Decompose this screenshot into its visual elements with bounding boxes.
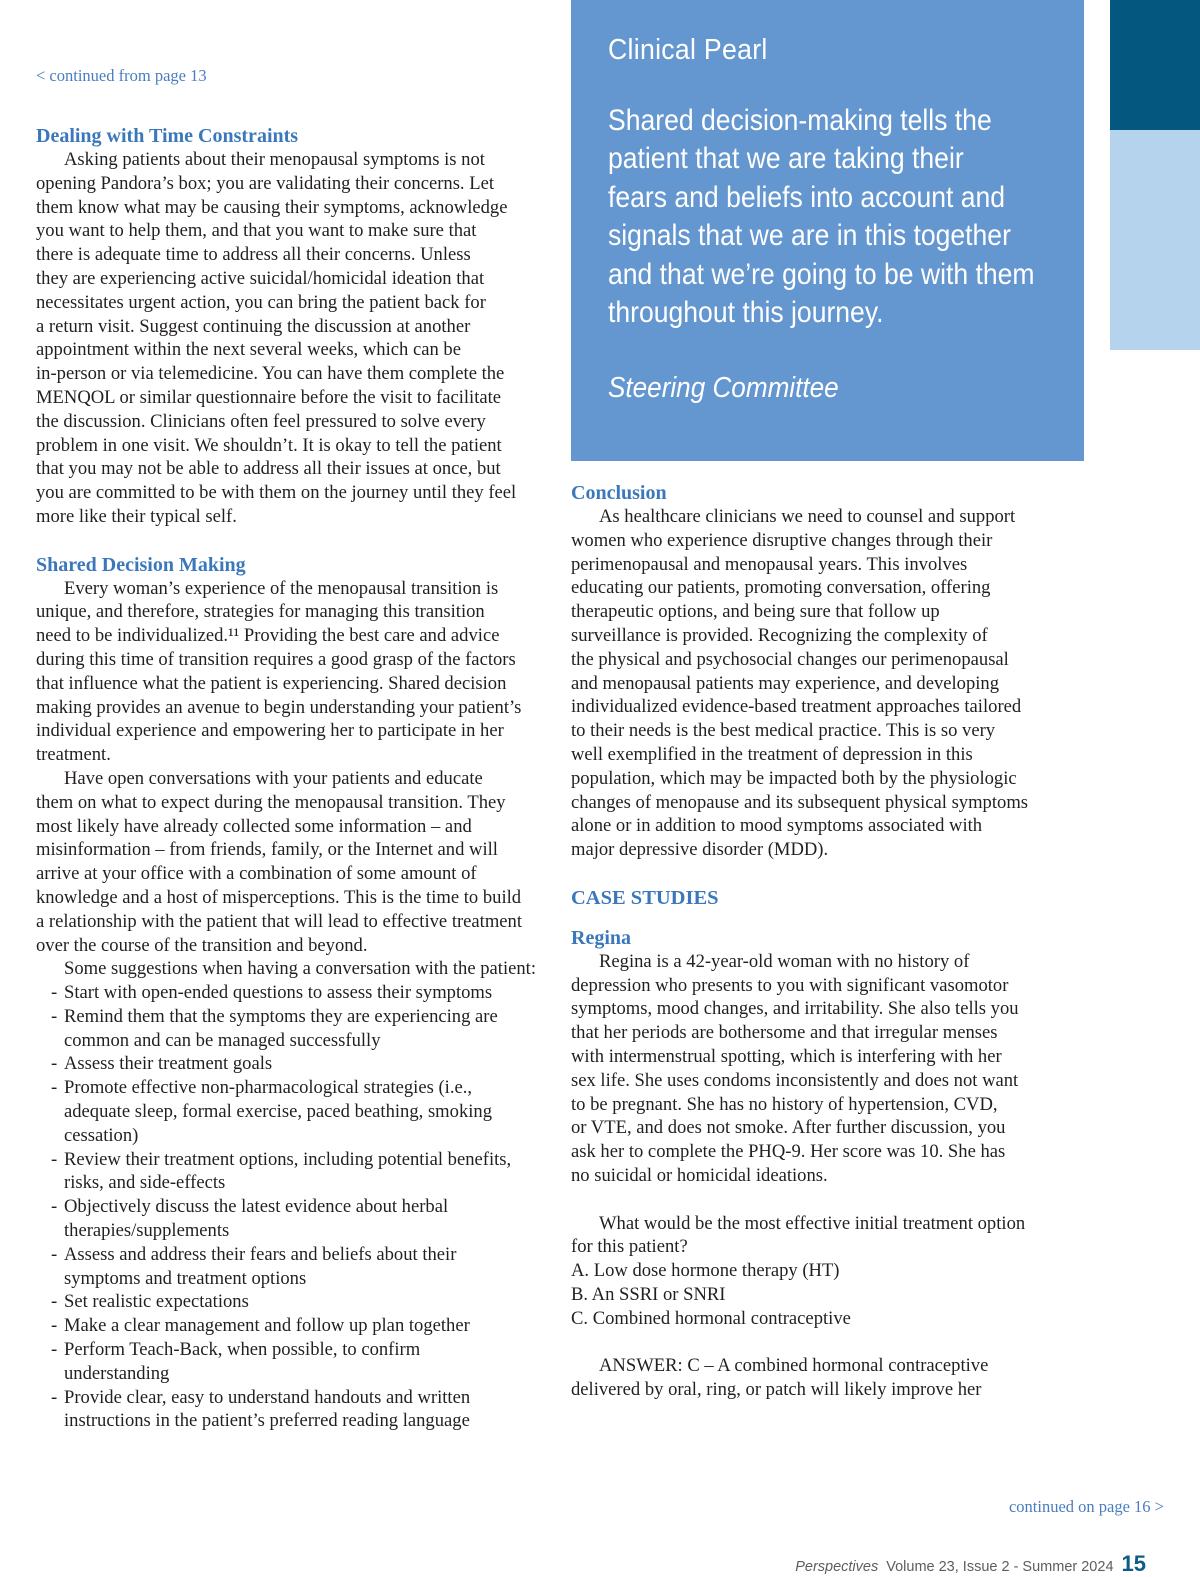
clinical-pearl-quote: Shared decision-making tells the patient that we are taking their fears and beliefs into account and signals that we are in this together and that we’re going to be with them throughout this journey.: [608, 104, 1035, 330]
option-c: C. Combined hormonal contraceptive: [571, 1307, 851, 1329]
suggestions-intro: Some suggestions when having a conversation with the patient:: [64, 958, 536, 980]
body-line: misinformation – from friends, family, or the Internet and will: [36, 839, 498, 861]
shared-decision-heading: Shared Decision Making: [36, 553, 246, 576]
body-line: depression who presents to you with significant vasomotor: [571, 974, 1009, 996]
body-line: that influence what the patient is experiencing. Shared decision: [36, 672, 507, 694]
body-line: alone or in addition to mood symptoms associated with: [571, 815, 983, 837]
body-line: necessitates urgent action, you can bring the patient back for: [36, 291, 486, 313]
list-item: - Review their treatment options, including potential benefits, risks, and side-effects: [36, 1148, 550, 1196]
body-line: and menopausal patients may experience, and developing: [571, 672, 1000, 694]
body-line: in-person or via telemedicine. You can have them complete the: [36, 363, 505, 385]
option-b: B. An SSRI or SNRI: [571, 1283, 726, 1305]
body-line: major depressive disorder (MDD).: [571, 839, 829, 861]
body-line: individual experience and empowering her to participate in her: [36, 720, 504, 742]
body-line: well exemplified in the treatment of depression in this: [571, 743, 973, 765]
body-line: unique, and therefore, strategies for managing this transition: [36, 601, 485, 623]
clinical-pearl-attribution: Steering Committee: [608, 372, 839, 405]
shared-decision-para-1: [36, 577, 550, 767]
list-item: - Set realistic expectations: [36, 1290, 550, 1314]
body-line: ask her to complete the PHQ-9. Her score was 10. She has: [571, 1141, 1006, 1163]
shared-decision-para-2: [36, 767, 550, 957]
body-line: most likely have already collected some information – and: [36, 815, 472, 837]
body-line: a return visit. Suggest continuing the discussion at another: [36, 315, 471, 337]
list-item: - Promote effective non-pharmacological strategies (i.e., adequate sleep, formal exercise, paced beathing, smoking cessation): [36, 1076, 550, 1147]
body-line: women who experience disruptive changes through their: [571, 529, 993, 551]
body-line: or VTE, and does not smoke. After further discussion, you: [571, 1117, 1006, 1139]
body-line: a relationship with the patient that will lead to effective treatment: [36, 910, 523, 932]
option-a: A. Low dose hormone therapy (HT): [571, 1260, 840, 1282]
body-line: the physical and psychosocial changes our perimenopausal: [571, 648, 1009, 670]
body-line: they are experiencing active suicidal/homicidal ideation that: [36, 267, 485, 289]
body-line: As healthcare clinicians we need to counsel and support: [599, 506, 1016, 527]
footer-publication: Perspectives: [795, 1559, 879, 1575]
list-item: - Perform Teach-Back, when possible, to confirm understanding: [36, 1338, 550, 1386]
body-line: there is adequate time to address all their concerns. Unless: [36, 244, 471, 266]
body-line: population, which may be impacted both by the physiologic: [571, 767, 1017, 789]
body-line: to be pregnant. She has no history of hypertension, CVD,: [571, 1093, 998, 1115]
suggestions-list: [36, 981, 550, 1433]
body-line: MENQOL or similar questionnaire before the visit to facilitate: [36, 386, 502, 408]
body-line: delivered by oral, ring, or patch will likely improve her: [571, 1379, 982, 1401]
body-line: Asking patients about their menopausal symptoms is not: [64, 149, 485, 170]
body-line: appointment within the next several weeks, which can be: [36, 339, 461, 361]
body-line: knowledge and a host of misperceptions. This is the time to build: [36, 886, 522, 908]
body-line: with intermenstrual spotting, which is interfering with her: [571, 1045, 1002, 1067]
body-line: Every woman’s experience of the menopausal transition is: [64, 577, 499, 599]
body-line: perimenopausal and menopausal years. This involves: [571, 553, 968, 575]
body-line: individualized evidence-based treatment approaches tailored: [571, 696, 1022, 718]
corner-tab-light: [1110, 130, 1200, 350]
conclusion-heading: Conclusion: [571, 482, 667, 504]
case-question: [571, 1212, 1085, 1260]
body-line: surveillance is provided. Recognizing the complexity of: [571, 624, 988, 646]
body-line: that her periods are bothersome and that irregular menses: [571, 1022, 998, 1044]
body-line: you want to help them, and that you want to make sure that: [36, 220, 477, 242]
list-item: - Make a clear management and follow up plan together: [36, 1314, 550, 1338]
list-item: - Start with open-ended questions to assess their symptoms: [36, 981, 550, 1005]
clinical-pearl-box: [571, 0, 1084, 461]
page-number: 15: [1121, 1551, 1146, 1576]
list-item: - Remind them that the symptoms they are experiencing are common and can be managed successfully: [36, 1005, 550, 1053]
body-line: arrive at your office with a combination of some amount of: [36, 863, 477, 885]
body-line: opening Pandora’s box; you are validating their concerns. Let: [36, 172, 494, 194]
time-constraints-body: [36, 148, 550, 529]
body-line: during this time of transition requires a good grasp of the factors: [36, 648, 516, 670]
body-line: over the course of the transition and beyond.: [36, 934, 368, 956]
body-line: Have open conversations with your patients and educate: [64, 767, 483, 789]
body-line: sex life. She uses condoms inconsistently and does not want: [571, 1069, 1019, 1091]
time-constraints-heading: Dealing with Time Constraints: [36, 125, 299, 147]
list-item: - Assess their treatment goals: [36, 1052, 550, 1076]
case-regina-body: [571, 950, 1085, 1188]
body-line: that you may not be able to address all their issues at once, but: [36, 458, 501, 480]
continued-on-link[interactable]: continued on page 16 >: [1008, 1497, 1164, 1516]
body-line: more like their typical self.: [36, 505, 237, 527]
body-line: to their needs is the best medical practice. This is so very: [571, 720, 996, 742]
answer-options: [571, 1259, 1085, 1330]
body-line: you are committed to be with them on the journey until they feel: [36, 482, 517, 504]
body-line: no suicidal or homicidal ideations.: [571, 1164, 828, 1186]
case-studies-heading: CASE STUDIES: [571, 886, 719, 909]
list-item: - Objectively discuss the latest evidence about herbal therapies/supplements: [36, 1195, 550, 1243]
list-item: - Assess and address their fears and beliefs about their symptoms and treatment options: [36, 1243, 550, 1291]
body-line: them know what may be causing their symptoms, acknowledge: [36, 196, 508, 218]
body-line: symptoms, mood changes, and irritability. She also tells you: [571, 998, 1019, 1020]
conclusion-body: [571, 505, 1085, 862]
list-item: - Provide clear, easy to understand handouts and written instructions in the patient’s preferred reading language: [36, 1386, 550, 1434]
right-column: [571, 481, 1085, 1402]
footer-issue: Volume 23, Issue 2 - Summer 2024: [886, 1559, 1114, 1575]
body-line: treatment.: [36, 744, 111, 766]
body-line: for this patient?: [571, 1236, 688, 1258]
left-column: [36, 64, 550, 1433]
clinical-pearl-title: Clinical Pearl: [608, 34, 768, 66]
body-line: ANSWER: C – A combined hormonal contraceptive: [599, 1355, 989, 1377]
body-line: them on what to expect during the menopausal transition. They: [36, 791, 506, 813]
body-line: need to be individualized.¹¹ Providing the best care and advice: [36, 625, 500, 647]
body-line: the discussion. Clinicians often feel pressured to solve every: [36, 410, 486, 432]
body-line: changes of menopause and its subsequent physical symptoms: [571, 791, 1029, 813]
body-line: therapeutic options, and being sure that follow up: [571, 601, 940, 623]
body-line: educating our patients, promoting conversation, offering: [571, 577, 991, 599]
body-line: What would be the most effective initial treatment option: [599, 1212, 1026, 1234]
case-answer: [571, 1354, 1085, 1402]
corner-tab-dark: [1110, 0, 1200, 130]
body-line: problem in one visit. We shouldn’t. It is okay to tell the patient: [36, 434, 502, 456]
page-footer: [795, 1551, 1146, 1577]
body-line: making provides an avenue to begin understanding your patient’s: [36, 696, 522, 718]
case-regina-heading: Regina: [571, 926, 631, 949]
continued-from-link[interactable]: < continued from page 13: [36, 66, 207, 85]
body-line: Regina is a 42-year-old woman with no history of: [599, 950, 970, 972]
